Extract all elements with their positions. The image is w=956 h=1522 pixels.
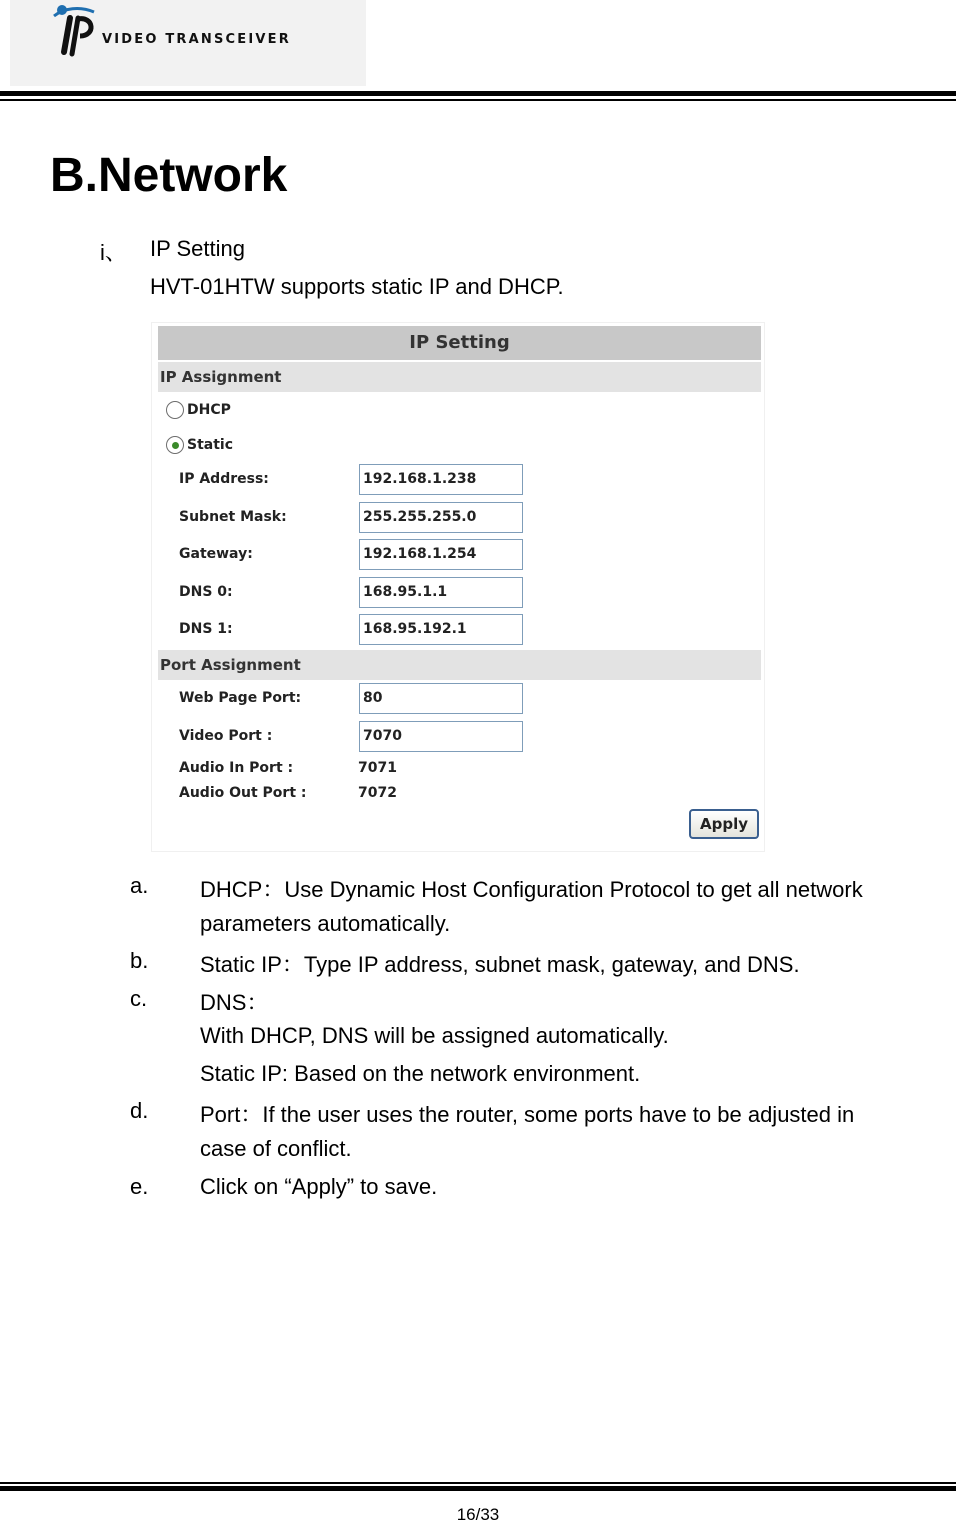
header-rule xyxy=(0,91,956,97)
ip-address-label: IP Address: xyxy=(179,471,269,487)
subsection-intro: HVT-01HTW supports static IP and DHCP. xyxy=(150,274,564,299)
subnet-mask-label: Subnet Mask: xyxy=(179,509,287,525)
item-b-line1: Static IP：Type IP address, subnet mask, gateway, and DNS. xyxy=(200,952,800,977)
section-title: B.Network xyxy=(50,149,288,202)
static-label: Static xyxy=(187,437,234,453)
page-number: 16/33 xyxy=(456,1505,500,1522)
footer-rule xyxy=(0,1486,956,1491)
item-marker-d: d. xyxy=(130,1098,149,1123)
item-marker-b: b. xyxy=(130,948,149,973)
subsection-title: IP Setting xyxy=(150,236,245,261)
panel-title: IP Setting xyxy=(158,326,761,360)
apply-button[interactable]: Apply xyxy=(689,809,759,839)
ip-logo-icon xyxy=(50,2,100,58)
item-marker-a: a. xyxy=(130,873,149,898)
gateway-label: Gateway: xyxy=(179,546,253,562)
item-e-line1: Click on “Apply” to save. xyxy=(200,1174,438,1199)
dhcp-label: DHCP xyxy=(187,402,231,418)
gateway-field[interactable]: 192.168.1.254 xyxy=(359,539,523,570)
dhcp-radio[interactable] xyxy=(166,401,184,419)
audio-out-label: Audio Out Port : xyxy=(179,785,307,801)
web-port-label: Web Page Port: xyxy=(179,690,302,706)
item-c-line1: DNS： xyxy=(200,990,269,1015)
item-a-line2: parameters automatically. xyxy=(200,911,451,936)
video-port-label: Video Port : xyxy=(179,728,273,744)
video-port-field[interactable]: 7070 xyxy=(359,721,523,752)
audio-in-label: Audio In Port : xyxy=(179,760,294,776)
subsection-marker: i、 xyxy=(100,240,127,265)
header-logo xyxy=(10,0,366,86)
logo-text: VIDEO TRANSCEIVER xyxy=(102,32,291,47)
web-port-field[interactable]: 80 xyxy=(359,683,523,714)
dns0-label: DNS 0: xyxy=(179,584,233,600)
dns1-label: DNS 1: xyxy=(179,621,233,637)
audio-in-value: 7071 xyxy=(358,760,397,776)
item-marker-e: e. xyxy=(130,1174,149,1199)
item-a-line1: DHCP：Use Dynamic Host Configuration Protocol to get all network xyxy=(200,877,863,902)
audio-out-value: 7072 xyxy=(358,785,397,801)
item-marker-c: c. xyxy=(130,986,148,1011)
static-radio-row[interactable] xyxy=(166,436,233,454)
dns1-field[interactable]: 168.95.192.1 xyxy=(359,614,523,645)
ip-setting-panel xyxy=(151,322,765,852)
item-c-line3: Static IP: Based on the network environment. xyxy=(200,1061,641,1086)
dns0-field[interactable]: 168.95.1.1 xyxy=(359,577,523,608)
item-d-line2: case of conflict. xyxy=(200,1136,352,1161)
dhcp-radio-row[interactable] xyxy=(166,401,231,419)
item-c-line2: With DHCP, DNS will be assigned automatically. xyxy=(200,1023,669,1048)
ip-address-field[interactable]: 192.168.1.238 xyxy=(359,464,523,495)
item-d-line1: Port：If the user uses the router, some ports have to be adjusted in xyxy=(200,1102,855,1127)
header-rule-thin xyxy=(0,99,956,101)
subnet-mask-field[interactable]: 255.255.255.0 xyxy=(359,502,523,533)
static-radio[interactable] xyxy=(166,436,184,454)
footer-rule-thin xyxy=(0,1482,956,1484)
ip-assignment-header: IP Assignment xyxy=(158,362,761,392)
port-assignment-header: Port Assignment xyxy=(158,650,761,680)
